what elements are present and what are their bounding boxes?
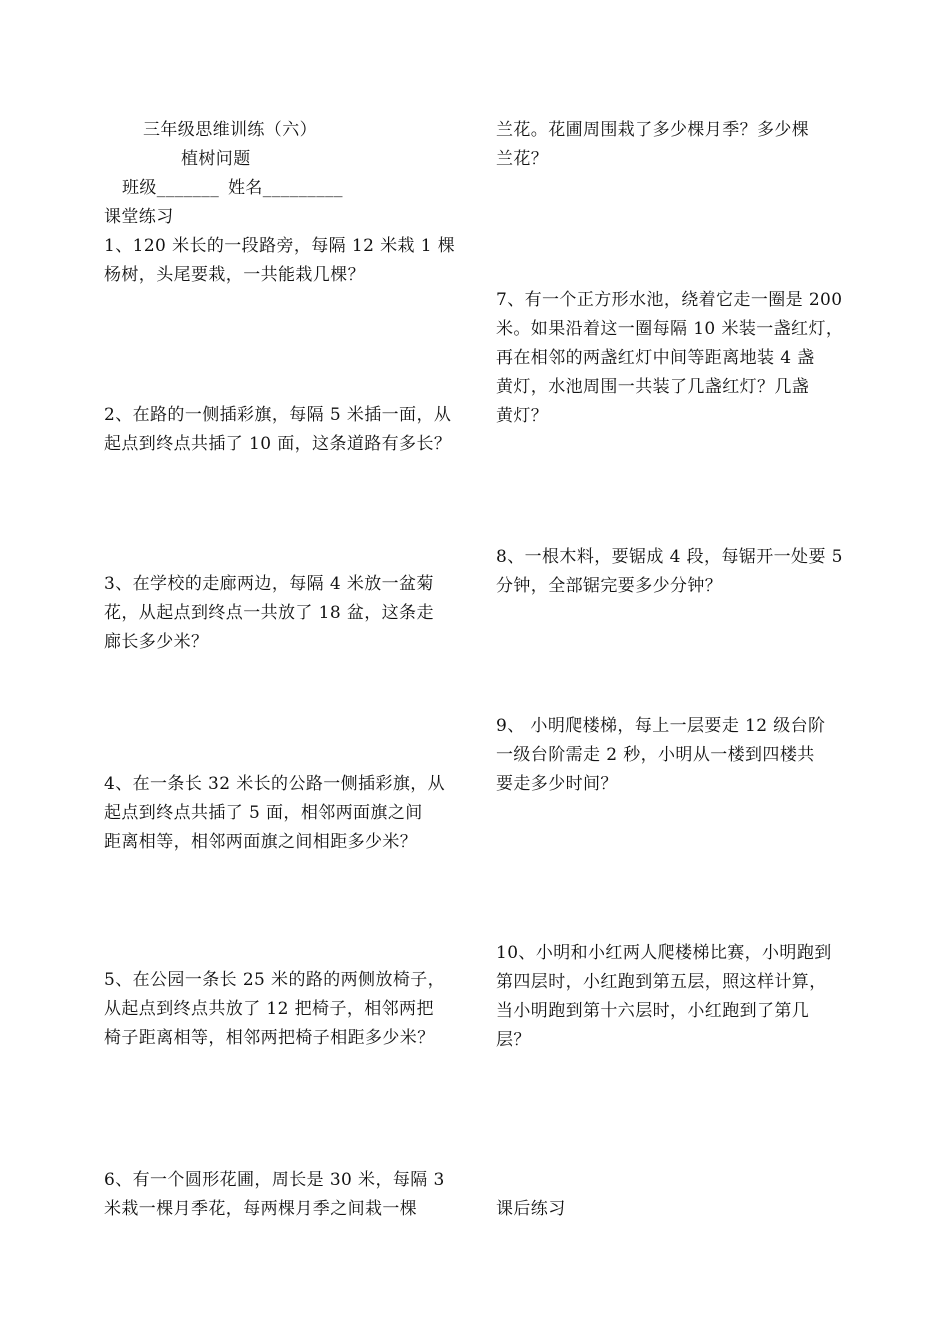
question-8	[496, 543, 866, 601]
question-3	[104, 570, 474, 657]
question-line: 4、在一条长 32 米长的公路一侧插彩旗，从	[104, 774, 446, 794]
question-9	[496, 712, 866, 799]
question-line: 6、有一个圆形花圃，周长是 30 米，每隔 3	[104, 1170, 445, 1190]
question-line: 从起点到终点共放了 12 把椅子，相邻两把	[104, 999, 434, 1019]
question-1	[104, 232, 474, 290]
question-line: 杨树，头尾要栽，一共能栽几棵？	[104, 265, 365, 285]
section-heading-classwork: 课堂练习	[104, 207, 174, 227]
question-line: 米。如果沿着这一圈每隔 10 米装一盏红灯，	[496, 319, 844, 339]
question-10	[496, 939, 866, 1055]
question-line: 9、 小明爬楼梯，每上一层要走 12 级台阶	[496, 716, 826, 736]
question-line: 分钟，全部锯完要多少分钟？	[496, 576, 723, 596]
question-4	[104, 770, 474, 857]
question-line: 兰花。花圃周围栽了多少棵月季？多少棵	[496, 120, 810, 140]
section-heading-homework: 课后练习	[496, 1199, 566, 1219]
worksheet-title: 三年级思维训练（六）	[143, 120, 317, 140]
question-2	[104, 401, 474, 459]
question-6-continued	[496, 116, 866, 174]
question-line: 10、小明和小红两人爬楼梯比赛，小明跑到	[496, 943, 832, 963]
question-6	[104, 1166, 474, 1224]
question-line: 1、120 米长的一段路旁，每隔 12 米栽 1 棵	[104, 236, 456, 256]
question-line: 廊长多少米？	[104, 632, 209, 652]
question-line: 当小明跑到第十六层时，小红跑到了第几	[496, 1001, 810, 1021]
question-line: 花，从起点到终点一共放了 18 盆，这条走	[104, 603, 434, 623]
question-line: 再在相邻的两盏红灯中间等距离地装 4 盏	[496, 348, 815, 368]
question-line: 3、在学校的走廊两边，每隔 4 米放一盆菊	[104, 574, 434, 594]
question-line: 7、有一个正方形水池，绕着它走一圈是 200	[496, 290, 843, 310]
question-line: 2、在路的一侧插彩旗，每隔 5 米插一面，从	[104, 405, 452, 425]
worksheet-subtitle: 植树问题	[181, 149, 251, 169]
question-line: 层？	[496, 1030, 531, 1050]
question-line: 一级台阶需走 2 秒，小明从一楼到四楼共	[496, 745, 815, 765]
question-line: 兰花？	[496, 149, 549, 169]
question-line: 距离相等，相邻两面旗之间相距多少米？	[104, 832, 418, 852]
question-line: 第四层时，小红跑到第五层，照这样计算，	[496, 972, 827, 992]
name-field-label: 姓名_________	[228, 178, 343, 198]
question-line: 椅子距离相等，相邻两把椅子相距多少米？	[104, 1028, 435, 1048]
class-field-label: 班级_______	[122, 178, 220, 198]
question-line: 8、一根木料，要锯成 4 段，每锯开一处要 5	[496, 547, 843, 567]
question-5	[104, 966, 474, 1053]
question-7	[496, 286, 866, 431]
question-line: 米栽一棵月季花，每两棵月季之间栽一棵	[104, 1199, 418, 1219]
question-line: 起点到终点共插了 5 面，相邻两面旗之间	[104, 803, 423, 823]
question-line: 黄灯？	[496, 406, 549, 426]
question-line: 要走多少时间？	[496, 774, 618, 794]
question-line: 起点到终点共插了 10 面，这条道路有多长？	[104, 434, 452, 454]
question-line: 黄灯，水池周围一共装了几盏红灯？几盏	[496, 377, 810, 397]
question-line: 5、在公园一条长 25 米的路的两侧放椅子，	[104, 970, 446, 990]
